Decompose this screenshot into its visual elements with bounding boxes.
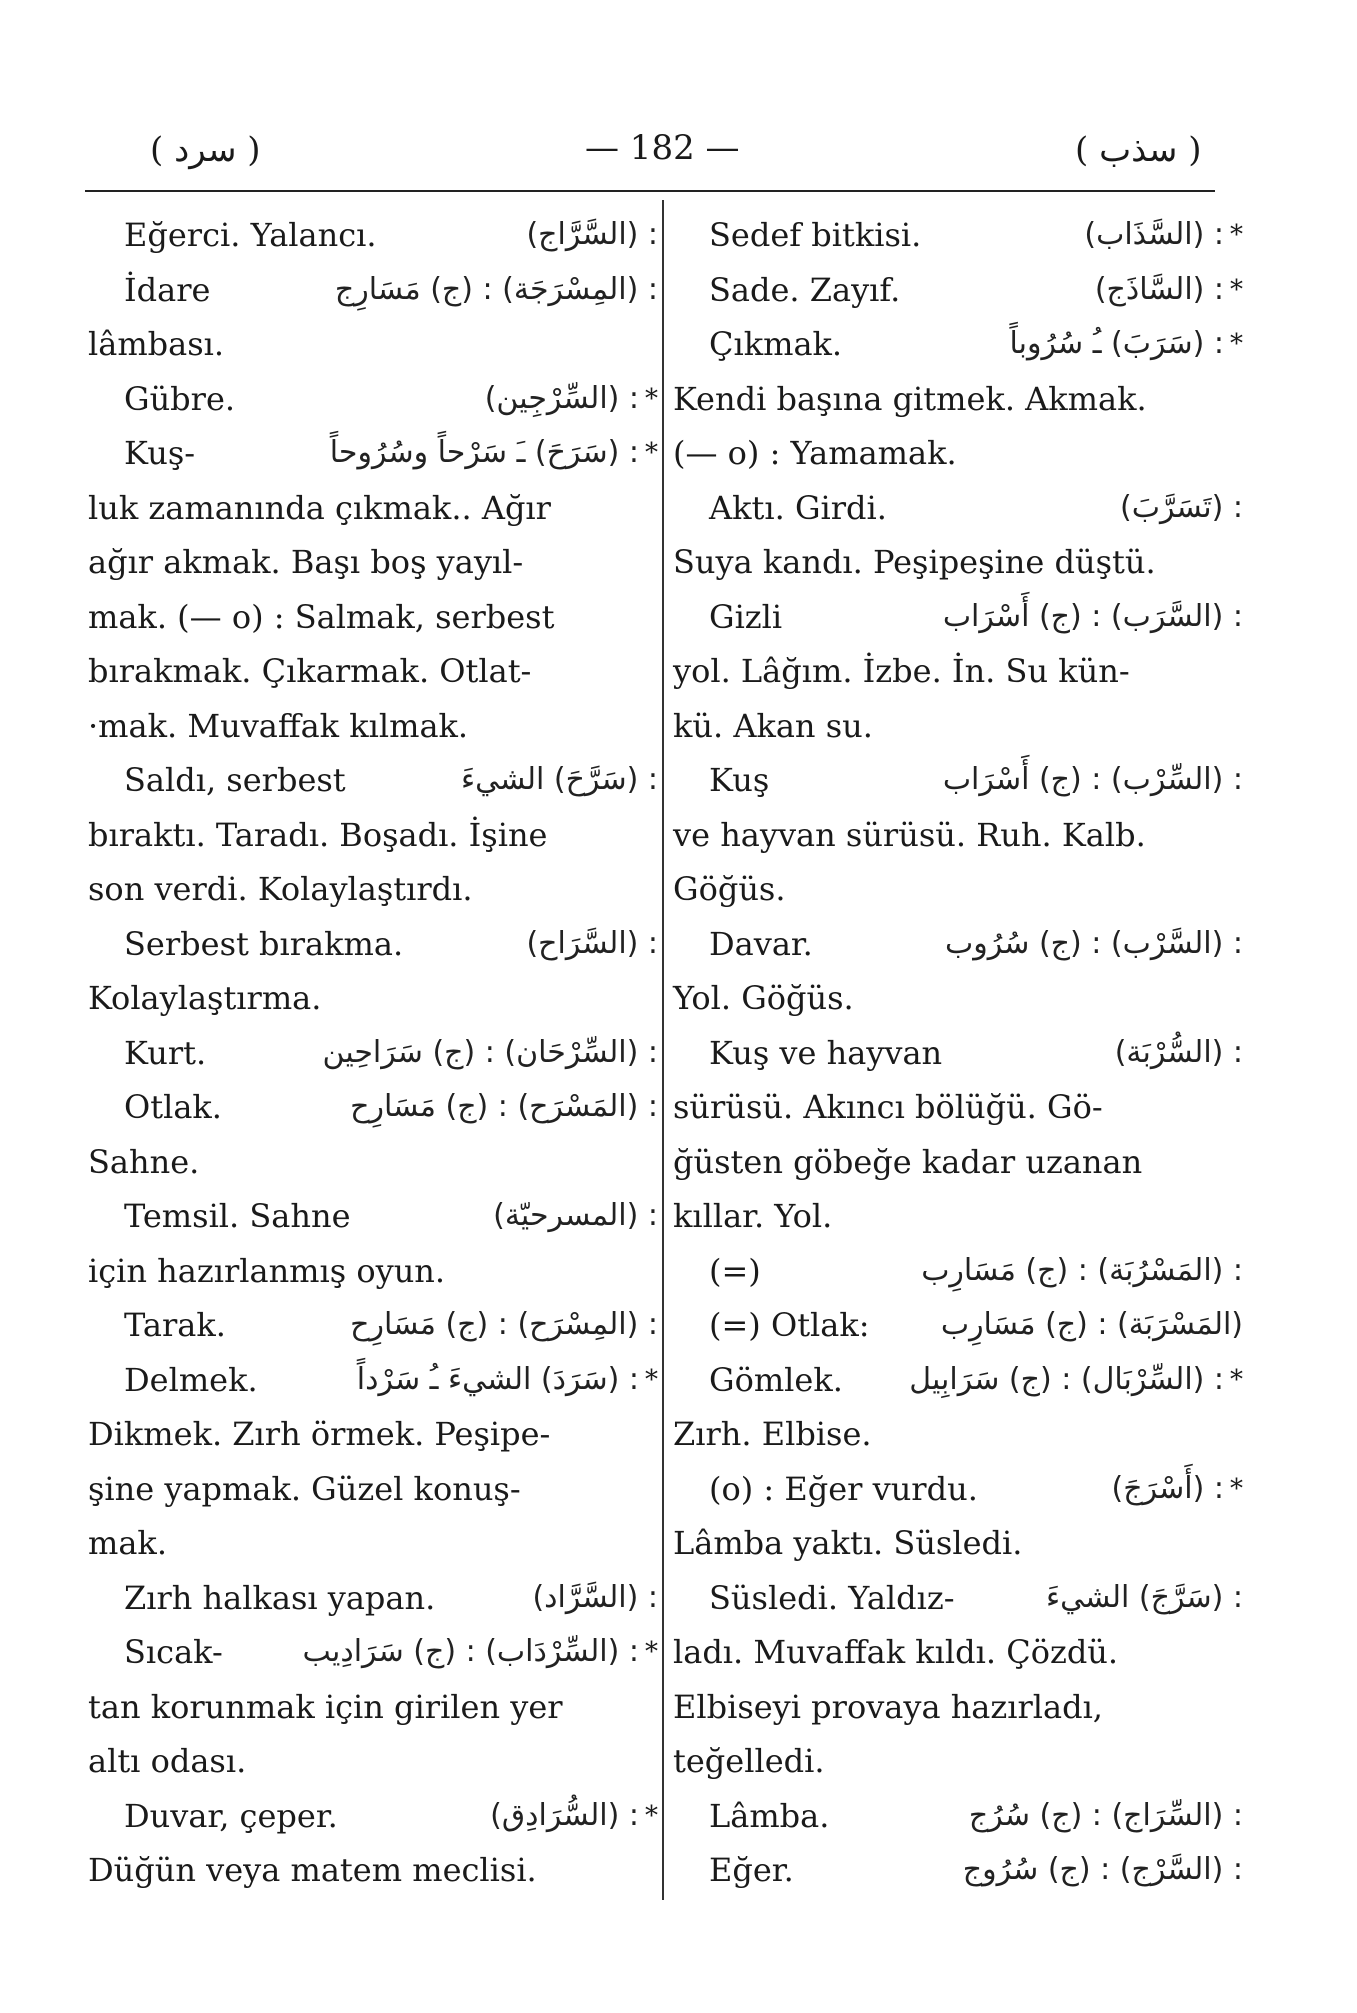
entry-line: [88, 1680, 658, 1735]
turkish-text: teğelledi.: [673, 1742, 825, 1780]
header-rule: [85, 190, 1215, 192]
entry-line: [88, 1407, 658, 1462]
page-number: — 182 —: [585, 128, 740, 168]
entry-star-marker: *: [645, 1364, 658, 1395]
arabic-headword: (المَسْرَبَة) : (ج) مَسَارِب: [940, 1307, 1243, 1342]
entry-line: [673, 1244, 1243, 1299]
entry-line: [88, 1571, 658, 1626]
turkish-text: Dikmek. Zırh örmek. Peşipe-: [88, 1415, 551, 1453]
arabic-headword: : (سَرَّجَ) الشيءَ: [1046, 1579, 1243, 1615]
entry-line: [88, 1734, 658, 1789]
turkish-text: Sade. Zayıf.: [709, 270, 901, 309]
turkish-text: Kurt.: [124, 1033, 207, 1072]
turkish-text: Düğün veya matem meclisi.: [88, 1851, 537, 1889]
entry-line: [88, 481, 658, 536]
entry-line: [88, 1298, 658, 1353]
turkish-text: ladı. Muvaffak kıldı. Çözdü.: [673, 1633, 1119, 1671]
entry-line: [88, 1080, 658, 1135]
turkish-text: Elbiseyi provaya hazırladı,: [673, 1687, 1103, 1726]
turkish-text: (=) Otlak:: [709, 1306, 870, 1344]
entry-line: [673, 1026, 1243, 1081]
entry-line: [673, 1353, 1243, 1408]
turkish-text: Sıcak-: [124, 1633, 223, 1671]
turkish-text: ağır akmak. Başı boş yayıl-: [88, 543, 524, 581]
column-divider: [662, 200, 664, 1900]
turkish-text: İdare: [124, 270, 211, 309]
entry-line: [88, 1026, 658, 1081]
arabic-headword: : (السِّرْب) : (ج) أَسْرَاب: [942, 762, 1243, 797]
turkish-text: (=): [709, 1251, 761, 1290]
turkish-text: için hazırlanmış oyun.: [88, 1251, 446, 1290]
entry-line: [88, 1516, 658, 1571]
turkish-text: ·mak. Muvaffak kılmak.: [88, 706, 469, 745]
turkish-text: Eğer.: [709, 1851, 794, 1889]
entry-line: [88, 753, 658, 808]
turkish-text: Eğerci. Yalancı.: [124, 216, 377, 254]
turkish-text: Serbest bırakma.: [124, 924, 404, 963]
arabic-headword: : (السِّرَاج) : (ج) سُرُج: [968, 1797, 1243, 1833]
entry-line: [673, 862, 1243, 917]
turkish-text: Gübre.: [124, 379, 236, 418]
arabic-headword: : (السِّرْبَال) : (ج) سَرَابِيل: [909, 1361, 1224, 1397]
turkish-text: Göğüs.: [673, 870, 786, 908]
entry-line: [673, 1516, 1243, 1571]
turkish-text: Lâmba.: [709, 1796, 830, 1835]
entry-star-marker: *: [645, 383, 658, 414]
arabic-headword: : (السَّاذَج): [1094, 271, 1224, 307]
entry-line: [673, 1189, 1243, 1244]
entry-star-marker: *: [1230, 329, 1243, 359]
entry-line: [673, 1135, 1243, 1190]
turkish-text: yol. Lâğım. İzbe. İn. Su kün-: [673, 652, 1130, 690]
entry-line: [673, 753, 1243, 808]
entry-line: [673, 1843, 1243, 1898]
turkish-text: bıraktı. Taradı. Boşadı. İşine: [88, 815, 548, 854]
arabic-headword: : (سَرَّحَ) الشيءَ: [461, 762, 658, 797]
arabic-headword: : (أَسْرَجَ): [1111, 1470, 1224, 1506]
turkish-text: kıllar. Yol.: [673, 1197, 833, 1235]
turkish-text: Temsil. Sahne: [124, 1197, 351, 1235]
turkish-text: sürüsü. Akıncı bölüğü. Gö-: [673, 1088, 1103, 1126]
arabic-headword: : (السَّرَب) : (ج) أَسْرَاب: [942, 598, 1243, 634]
entry-line: [88, 917, 658, 972]
turkish-text: Lâmba yaktı. Süsledi.: [673, 1524, 1023, 1562]
arabic-headword: : (سَرَحَ) ـَ سَرْحاً وسُرُوحاً: [329, 435, 639, 470]
turkish-text: son verdi. Kolaylaştırdı.: [88, 870, 473, 908]
entry-line: [88, 263, 658, 318]
entry-line: [88, 1135, 658, 1190]
arabic-headword: : (السَّذَاب): [1084, 217, 1224, 252]
entry-line: [88, 1353, 658, 1408]
entry-line: [673, 1680, 1243, 1735]
arabic-headword: : (السَّرَّاج): [526, 217, 658, 252]
page-header: [0, 122, 1357, 182]
entry-line: [673, 535, 1243, 590]
turkish-text: Otlak.: [124, 1088, 222, 1126]
arabic-headword: : (السُّرْبَة): [1114, 1034, 1243, 1070]
turkish-text: Kolaylaştırma.: [88, 979, 322, 1017]
entry-line: [673, 426, 1243, 481]
turkish-text: Kendi başına gitmek. Akmak.: [673, 379, 1147, 418]
entry-line: [673, 590, 1243, 645]
entry-line: [88, 535, 658, 590]
entry-line: [673, 1789, 1243, 1844]
entry-line: [88, 317, 658, 372]
entry-line: [673, 1625, 1243, 1680]
turkish-text: Süsledi. Yaldız-: [709, 1578, 955, 1617]
turkish-text: mak. (— o) : Salmak, serbest: [88, 597, 555, 636]
turkish-text: Zırh. Elbise.: [673, 1415, 872, 1453]
arabic-headword: : (السِّرْدَاب) : (ج) سَرَادِيب: [302, 1634, 639, 1669]
turkish-text: şine yapmak. Güzel konuş-: [88, 1469, 521, 1508]
entry-star-marker: *: [1230, 1364, 1243, 1395]
entry-line: [673, 1080, 1243, 1135]
turkish-text: Davar.: [709, 924, 813, 963]
turkish-text: Sedef bitkisi.: [709, 216, 922, 254]
turkish-text: bırakmak. Çıkarmak. Otlat-: [88, 652, 532, 690]
left-column: [88, 208, 658, 1898]
arabic-headword: : (المسرحيّة): [493, 1198, 658, 1233]
turkish-text: Kuş-: [124, 434, 196, 472]
entry-line: [673, 917, 1243, 972]
entry-line: [673, 317, 1243, 372]
turkish-text: kü. Akan su.: [673, 706, 873, 745]
entry-line: [673, 372, 1243, 427]
entry-line: [673, 263, 1243, 318]
turkish-text: Duvar, çeper.: [124, 1796, 338, 1835]
turkish-text: ğüsten göbeğe kadar uzanan: [673, 1142, 1143, 1181]
entry-line: [673, 1734, 1243, 1789]
entry-star-marker: *: [645, 1637, 658, 1667]
entry-line: [673, 1462, 1243, 1517]
turkish-text: altı odası.: [88, 1742, 247, 1780]
arabic-headword: : (السَّرَاح): [526, 925, 658, 961]
entry-line: [673, 481, 1243, 536]
right-column: [673, 208, 1243, 1898]
entry-line: [88, 1789, 658, 1844]
entry-line: [673, 644, 1243, 699]
entry-line: [88, 808, 658, 863]
arabic-headword: : (سَرَدَ) الشيءَ ـُ سَرْداً: [356, 1361, 639, 1397]
entry-line: [88, 426, 658, 481]
entry-star-marker: *: [645, 1800, 658, 1831]
turkish-text: luk zamanında çıkmak.. Ağır: [88, 488, 551, 527]
entry-line: [88, 372, 658, 427]
header-left-guide-word: ( سرد ): [150, 130, 261, 170]
arabic-headword: : (تَسَرَّبَ): [1120, 489, 1243, 525]
entry-star-marker: *: [645, 438, 658, 468]
turkish-text: Delmek.: [124, 1360, 258, 1399]
entry-line: [673, 1298, 1243, 1353]
turkish-text: Saldı, serbest: [124, 761, 346, 799]
arabic-headword: : (المَسْرَح) : (ج) مَسَارِح: [350, 1089, 658, 1124]
entry-line: [88, 699, 658, 754]
turkish-text: Gizli: [709, 597, 783, 636]
entry-line: [88, 862, 658, 917]
turkish-text: Yol. Göğüs.: [673, 979, 854, 1017]
entry-line: [88, 971, 658, 1026]
arabic-headword: : (السَّرْج) : (ج) سُرُوج: [962, 1852, 1243, 1887]
arabic-headword: : (السَّرَّاد): [532, 1579, 658, 1615]
arabic-headword: : (السِّرْجِين): [484, 380, 639, 416]
arabic-headword: : (المِسْرَجَة) : (ج) مَسَارِج: [334, 271, 658, 307]
arabic-headword: : (المِسْرَح) : (ج) مَسَارِح: [350, 1307, 658, 1342]
entry-line: [88, 590, 658, 645]
turkish-text: ve hayvan sürüsü. Ruh. Kalb.: [673, 815, 1146, 854]
entry-line: [88, 1244, 658, 1299]
entry-line: [88, 208, 658, 263]
entry-line: [673, 208, 1243, 263]
arabic-headword: : (المَسْرُبَة) : (ج) مَسَارِب: [921, 1252, 1243, 1288]
entry-line: [88, 1843, 658, 1898]
turkish-text: mak.: [88, 1524, 167, 1562]
arabic-headword: : (السِّرْحَان) : (ج) سَرَاحِين: [322, 1034, 658, 1070]
turkish-text: (o) : Eğer vurdu.: [709, 1469, 978, 1508]
entry-line: [673, 699, 1243, 754]
entry-star-marker: *: [1230, 220, 1243, 250]
arabic-headword: : (السَّرْب) : (ج) سُرُوب: [945, 925, 1243, 961]
turkish-text: Suya kandı. Peşipeşine düştü.: [673, 543, 1156, 581]
turkish-text: tan korunmak için girilen yer: [88, 1687, 563, 1726]
arabic-headword: : (سَرَبَ) ـُ سُرُوباً: [1009, 326, 1224, 361]
entry-star-marker: *: [1230, 274, 1243, 305]
turkish-text: Kuş: [709, 761, 770, 799]
turkish-text: Gömlek.: [709, 1360, 843, 1399]
turkish-text: lâmbası.: [88, 325, 225, 363]
turkish-text: Tarak.: [124, 1306, 226, 1344]
entry-star-marker: *: [1230, 1473, 1243, 1504]
entry-line: [88, 644, 658, 699]
entry-line: [88, 1189, 658, 1244]
header-right-guide-word: ( سذب ): [1075, 130, 1202, 170]
entry-line: [673, 1571, 1243, 1626]
entry-line: [673, 1407, 1243, 1462]
turkish-text: Zırh halkası yapan.: [124, 1578, 436, 1617]
turkish-text: Sahne.: [88, 1142, 200, 1181]
entry-line: [88, 1462, 658, 1517]
entry-line: [673, 808, 1243, 863]
turkish-text: Kuş ve hayvan: [709, 1033, 943, 1072]
arabic-headword: : (السُّرَادِق): [490, 1797, 639, 1833]
turkish-text: Çıkmak.: [709, 325, 843, 363]
turkish-text: Aktı. Girdi.: [709, 488, 887, 527]
entry-line: [673, 971, 1243, 1026]
turkish-text: (— o) : Yamamak.: [673, 434, 957, 472]
entry-line: [88, 1625, 658, 1680]
